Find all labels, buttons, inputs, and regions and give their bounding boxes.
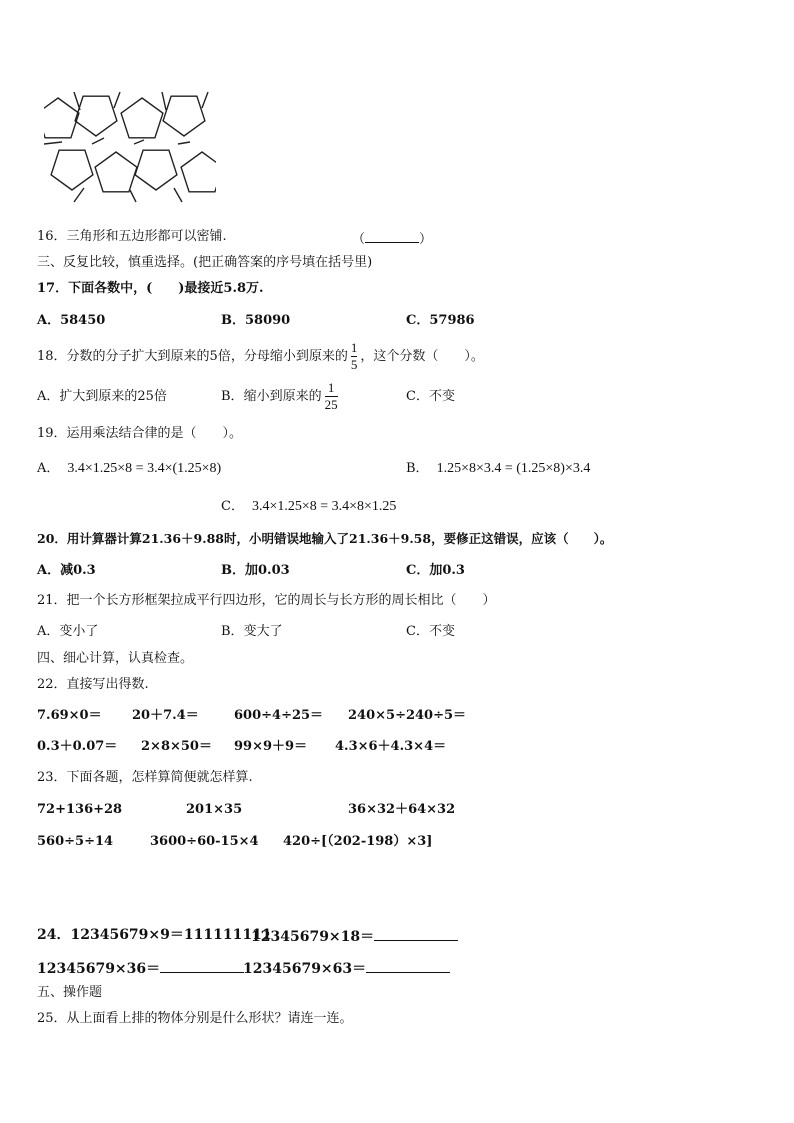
star-spike-line bbox=[202, 92, 208, 108]
calc-item: 20＋7.4＝ bbox=[132, 708, 199, 723]
calc-item: 560÷5÷14 bbox=[37, 834, 114, 849]
question-16-text: 三角形和五边形都可以密铺. bbox=[66, 229, 227, 244]
question-19-option-a[interactable]: A． 3.4×1.25×8 = 3.4×(1.25×8) bbox=[37, 461, 222, 476]
answer-blank[interactable] bbox=[374, 926, 458, 941]
question-18 bbox=[37, 339, 484, 375]
pentagon-star-tiling-figure bbox=[44, 92, 216, 204]
question-20-number: 20． bbox=[37, 531, 67, 546]
section-3-heading: 三、反复比较，慎重选择。(把正确答案的序号填在括号里) bbox=[37, 255, 373, 270]
star-spike-line bbox=[74, 92, 80, 110]
pentagon-shape bbox=[121, 98, 163, 138]
question-21-option-c[interactable]: C．不变 bbox=[406, 624, 455, 639]
calc-item: 99×9＋9＝ bbox=[234, 739, 308, 754]
calc-item: 2×8×50＝ bbox=[141, 739, 212, 754]
section-5-heading: 五、操作题 bbox=[37, 985, 103, 1000]
calc-item: 36×32＋64×32 bbox=[348, 802, 456, 817]
calc-item: 72+136+28 bbox=[37, 802, 123, 817]
question-18-text-before: 分数的分子扩大到原来的5倍，分母缩小到原来的 bbox=[66, 349, 348, 364]
question-22 bbox=[37, 676, 149, 694]
calc-item: 201×35 bbox=[186, 802, 243, 817]
section-4-heading: 四、细心计算，认真检查。 bbox=[37, 651, 194, 666]
question-21-option-b[interactable]: B．变大了 bbox=[221, 624, 283, 639]
question-17-text: 下面各数中，( )最接近5.8万. bbox=[68, 281, 264, 296]
pentagon-shape bbox=[75, 96, 117, 136]
question-19-text: 运用乘法结合律的是（ ）。 bbox=[66, 426, 243, 441]
calc-item: 240×5÷240÷5＝ bbox=[348, 708, 467, 723]
star-spike-line bbox=[134, 140, 144, 144]
question-18-text-after: ，这个分数（ ）。 bbox=[360, 349, 484, 364]
question-20 bbox=[37, 530, 612, 548]
calc-item: 420÷[（202-198）×3] bbox=[283, 834, 433, 849]
question-17-option-a[interactable]: A．58450 bbox=[37, 313, 106, 328]
question-22-number: 22． bbox=[37, 677, 67, 692]
paren-close: ） bbox=[419, 232, 433, 247]
question-20-option-b[interactable]: B．加0.03 bbox=[221, 563, 290, 578]
question-20-text: 用计算器计算21.36＋9.88时，小明错误地输入了21.36＋9.58，要修正这错误，应该（ ）。 bbox=[66, 531, 613, 546]
question-21 bbox=[37, 592, 496, 610]
question-23 bbox=[37, 769, 253, 787]
question-16-number: 16． bbox=[37, 229, 67, 244]
question-19-option-c[interactable]: C． 3.4×1.25×8 = 3.4×8×1.25 bbox=[221, 499, 397, 514]
star-spike-line bbox=[130, 190, 136, 202]
pentagon-shape bbox=[51, 150, 93, 190]
star-spike-line bbox=[74, 188, 84, 202]
question-19 bbox=[37, 425, 242, 443]
question-18-number: 18． bbox=[37, 349, 67, 364]
answer-blank[interactable] bbox=[366, 958, 450, 973]
question-24-equation-1: 12345679×9＝111111111 bbox=[70, 927, 272, 943]
question-21-option-a[interactable]: A．变小了 bbox=[37, 624, 99, 639]
paren-open: （ bbox=[352, 232, 366, 247]
answer-blank[interactable] bbox=[365, 228, 419, 243]
question-16-answer-paren bbox=[352, 228, 432, 249]
question-17 bbox=[37, 280, 264, 298]
pentagon-shape bbox=[181, 152, 216, 192]
question-24-number: 24． bbox=[37, 927, 71, 943]
answer-blank[interactable] bbox=[160, 958, 244, 973]
question-25 bbox=[37, 1010, 353, 1028]
calc-item: 4.3×6＋4.3×4＝ bbox=[335, 739, 447, 754]
pentagon-shape bbox=[44, 98, 79, 138]
star-spike-line bbox=[44, 142, 62, 144]
pentagon-shape bbox=[135, 150, 177, 190]
question-24-equation-3: 12345679×36＝ bbox=[37, 958, 244, 978]
star-spike-line bbox=[114, 92, 120, 108]
calc-item: 600÷4÷25＝ bbox=[234, 708, 324, 723]
question-19-option-b[interactable]: B． 1.25×8×3.4 = (1.25×8)×3.4 bbox=[406, 461, 591, 476]
question-22-text: 直接写出得数. bbox=[66, 677, 149, 692]
question-19-number: 19． bbox=[37, 426, 67, 441]
question-24-equation-2: 12345679×18＝ bbox=[251, 926, 458, 946]
question-25-text: 从上面看上排的物体分别是什么形状？请连一连。 bbox=[66, 1011, 353, 1026]
question-24-line-1 bbox=[37, 926, 272, 944]
question-21-number: 21． bbox=[37, 593, 67, 608]
question-18-option-a[interactable]: A．扩大到原来的25倍 bbox=[37, 389, 167, 404]
question-18-option-b[interactable]: B．缩小到原来的 $\frac{1}{25}$ bbox=[221, 380, 338, 412]
pentagon-shape bbox=[163, 96, 205, 136]
star-spike-line bbox=[92, 138, 104, 144]
question-23-number: 23． bbox=[37, 770, 67, 785]
question-25-number: 25． bbox=[37, 1011, 67, 1026]
fraction-one-fifth: $\frac{1}{5}$ bbox=[350, 340, 358, 372]
question-18-option-c[interactable]: C．不变 bbox=[406, 389, 455, 404]
question-17-number: 17． bbox=[37, 281, 69, 296]
question-23-text: 下面各题，怎样算简便就怎样算. bbox=[66, 770, 253, 785]
question-16 bbox=[37, 228, 227, 246]
pentagon-shape bbox=[95, 152, 137, 192]
question-24-equation-4: 12345679×63＝ bbox=[243, 958, 450, 978]
question-17-option-c[interactable]: C．57986 bbox=[406, 313, 475, 328]
question-17-option-b[interactable]: B．58090 bbox=[221, 313, 291, 328]
calc-item: 0.3＋0.07＝ bbox=[37, 739, 118, 754]
star-spike-line bbox=[174, 188, 182, 202]
question-20-option-a[interactable]: A．减0.3 bbox=[37, 563, 96, 578]
star-spike-line bbox=[178, 142, 190, 144]
calc-item: 3600÷60-15×4 bbox=[150, 834, 259, 849]
question-20-option-c[interactable]: C．加0.3 bbox=[406, 563, 465, 578]
star-spike-line bbox=[162, 92, 166, 110]
fraction-one-twentyfifth: $\frac{1}{25}$ bbox=[324, 380, 338, 412]
question-21-text: 把一个长方形框架拉成平行四边形，它的周长与长方形的周长相比（ ） bbox=[66, 593, 496, 608]
calc-item: 7.69×0＝ bbox=[37, 708, 102, 723]
